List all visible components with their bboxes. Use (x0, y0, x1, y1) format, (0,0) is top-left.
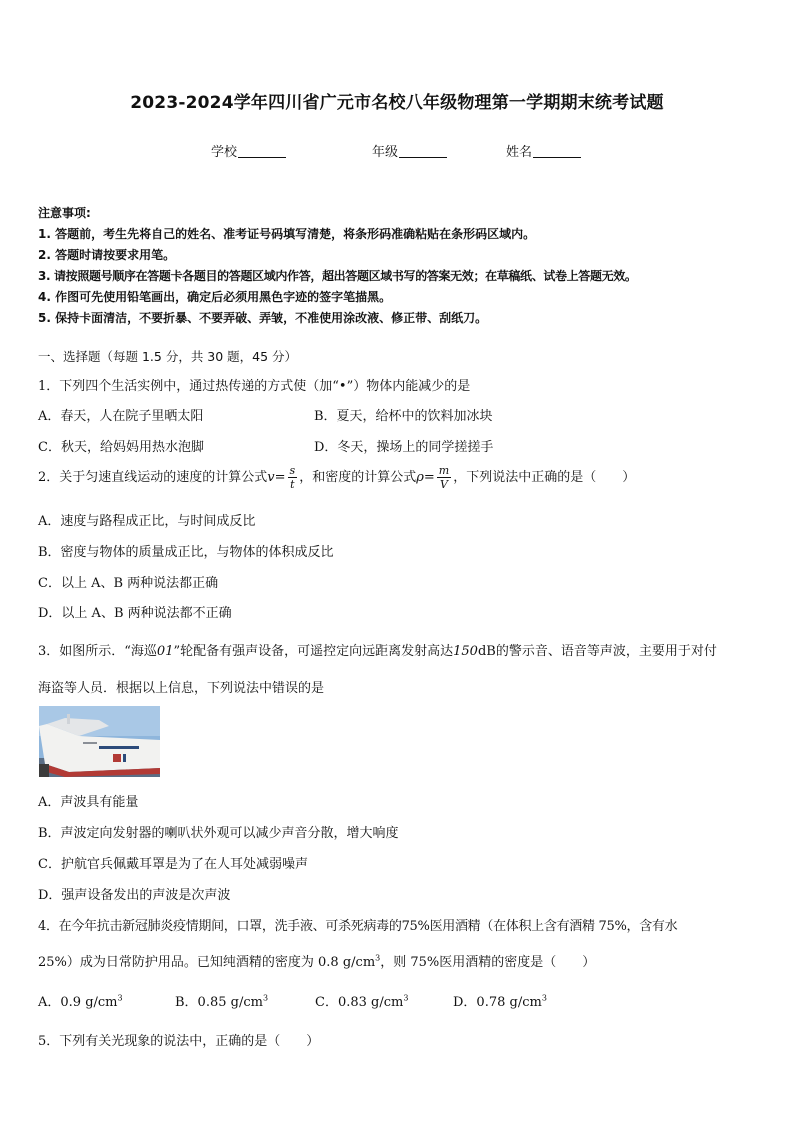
grade-label: 年级 (372, 145, 399, 160)
q3-text-3: dB的警示音、语音等声波，主要用于对付 (477, 644, 717, 659)
question-4-option-d[interactable] (453, 991, 547, 1010)
question-2-option-d[interactable]: D．以上 A、B 两种说法都不正确 (38, 606, 232, 621)
equals-sign-2: = (423, 470, 435, 485)
school-blank[interactable] (238, 145, 286, 158)
q2-prefix: 2．关于匀速直线运动的速度的计算公式 (38, 470, 268, 485)
note-item: 5. 保持卡面清洁，不要折暴、不要弄破、弄皱，不准使用涂改液、修正带、刮纸刀。 (38, 311, 488, 325)
question-1-option-b[interactable]: B．夏天，给杯中的饮料加冰块 (314, 409, 493, 424)
note-item: 4. 作图可先使用铅笔画出，确定后必须用黑色字迹的签字笔描黑。 (38, 290, 392, 304)
q3-text-2: ”轮配备有强声设备，可遥控定向远距离发射高达 (173, 644, 454, 659)
notes-block (38, 203, 637, 329)
density-symbol: ρ (416, 470, 424, 485)
q4-exponent: 3 (375, 953, 381, 963)
velocity-formula (288, 464, 298, 491)
ship-photo-icon (39, 706, 160, 777)
ship-number: 01 (156, 644, 174, 659)
question-3-stem-line1 (38, 640, 717, 659)
note-item: 3. 请按照题号顺序在答题卡各题目的答题区域内作答，超出答题区域书写的答案无效；在草稿纸、试卷上答题无效。 (38, 269, 637, 283)
question-3-stem-line2: 海盗等人员．根据以上信息，下列说法中错误的是 (38, 681, 325, 696)
equals-sign: = (274, 470, 286, 485)
question-4-option-b[interactable] (175, 991, 268, 1010)
name-label: 姓名 (506, 145, 533, 160)
school-field[interactable] (211, 141, 286, 160)
notes-heading: 注意事项: (38, 206, 91, 220)
question-1-stem: 1．下列四个生活实例中，通过热传递的方式使（加“•”）物体内能减少的是 (38, 379, 471, 394)
q4-option-d-text: D．0.78 g/cm (453, 995, 542, 1010)
name-field[interactable] (506, 141, 581, 160)
question-1-option-a[interactable]: A．春天，人在院子里晒太阳 (38, 409, 204, 424)
velocity-symbol: v (267, 470, 275, 485)
q4-option-b-text: B．0.85 g/cm (175, 995, 263, 1010)
distance-symbol: s (289, 464, 296, 477)
question-4-option-c[interactable] (315, 991, 408, 1010)
q4-option-c-exponent: 3 (403, 993, 409, 1003)
note-item: 1. 答题前，考生先将自己的姓名、准考证号码填写清楚，将条形码准确粘贴在条形码区域内。 (38, 227, 536, 241)
question-4-option-a[interactable] (38, 991, 123, 1010)
patrol-ship-image (39, 706, 160, 777)
question-2-option-b[interactable]: B．密度与物体的质量成正比，与物体的体积成反比 (38, 545, 334, 560)
time-symbol: t (290, 478, 295, 491)
q4-option-a-text: A．0.9 g/cm (38, 995, 118, 1010)
note-item: 2. 答题时请按要求用笔。 (38, 248, 176, 262)
question-3-option-b[interactable]: B．声波定向发射器的喇叭状外观可以减少声音分散，增大响度 (38, 826, 399, 841)
exam-title: 2023-2024学年四川省广元市名校八年级物理第一学期期末统考试题 (130, 93, 664, 113)
mass-symbol: m (438, 464, 450, 477)
question-4-stem-line1: 4．在今年抗击新冠肺炎疫情期间，口罩，洗手液、可杀死病毒的75%医用酒精（在体积上含有酒精 75%，含有水 (38, 919, 678, 934)
question-1-option-d[interactable]: D．冬天，操场上的同学搓搓手 (314, 440, 494, 455)
q4-text-1: 25%）成为日常防护用品。已知纯酒精的密度为 0.8 g/cm (38, 955, 376, 970)
name-blank[interactable] (533, 145, 581, 158)
volume-symbol: V (440, 478, 448, 491)
q4-option-c-text: C．0.83 g/cm (315, 995, 404, 1010)
section-header: 一、选择题（每题 1.5 分，共 30 题，45 分） (38, 349, 298, 364)
question-3-option-d[interactable]: D．强声设备发出的声波是次声波 (38, 888, 231, 903)
q3-text-1: 3．如图所示．“海巡 (38, 644, 157, 659)
density-formula (437, 464, 451, 491)
q4-option-d-exponent: 3 (541, 993, 547, 1003)
question-5-stem: 5．下列有关光现象的说法中，正确的是（ ） (38, 1034, 320, 1049)
decibel-value: 150 (453, 644, 478, 659)
question-2-option-a[interactable]: A．速度与路程成正比，与时间成反比 (38, 514, 256, 529)
question-3-option-c[interactable]: C．护航官兵佩戴耳罩是为了在人耳处减弱噪声 (38, 857, 308, 872)
question-1-option-c[interactable]: C．秋天，给妈妈用热水泡脚 (38, 440, 204, 455)
grade-blank[interactable] (399, 145, 447, 158)
q4-option-a-exponent: 3 (117, 993, 123, 1003)
grade-field[interactable] (372, 141, 447, 160)
question-2-option-c[interactable]: C．以上 A、B 两种说法都正确 (38, 576, 219, 591)
q2-middle: ，和密度的计算公式 (299, 470, 417, 485)
q4-text-2: ，则 75%医用酒精的密度是（ ） (380, 955, 596, 970)
school-label: 学校 (211, 145, 238, 160)
q4-option-b-exponent: 3 (262, 993, 269, 1003)
question-3-option-a[interactable]: A．声波具有能量 (38, 795, 139, 810)
q2-suffix: ，下列说法中正确的是（ ） (453, 470, 636, 485)
question-4-stem-line2 (38, 951, 595, 970)
question-2-stem (38, 464, 635, 491)
